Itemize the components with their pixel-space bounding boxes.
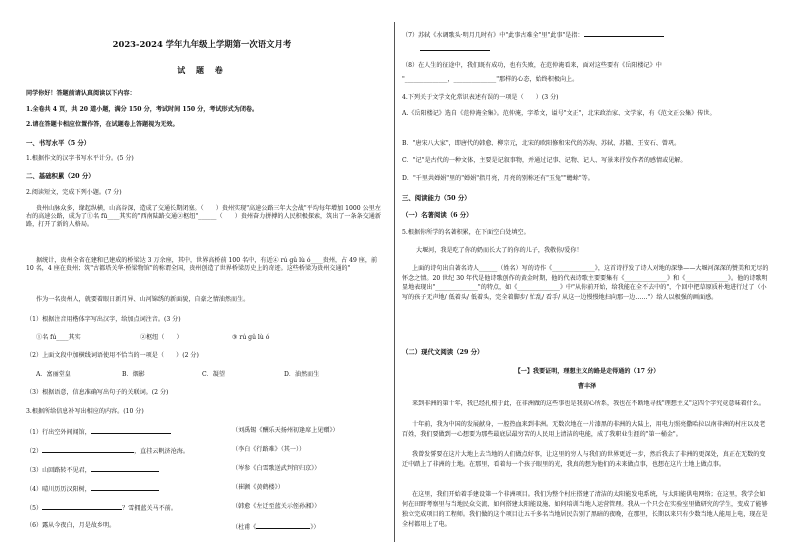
- fill-line-2-source: （李白《行路难》（其一））: [232, 446, 306, 453]
- question-4-option-a: A.《岳阳楼记》选自《范仲淹全集》。范仲淹，字希文，谥号"文正"，北宋政治家、文学家，有《范文正公集》传世。: [402, 110, 716, 117]
- question-2-1-c: ③ rú gǔ lù ó: [232, 334, 270, 341]
- question-1: 1.根据作文的汉字书写水平计分。(5 分): [26, 155, 134, 162]
- fill-line-5: （5） ？雪拥蓝关马不前。: [26, 505, 177, 512]
- question-4: 4.下列关于文学文化常识表述有误的一项是（ ）(3 分): [402, 94, 559, 101]
- option-c: C．凝望: [202, 371, 225, 378]
- fill-line-1: （1）行出空外间闻馆，: [26, 427, 171, 437]
- greeting: 同学你好！答题前请认真阅读以下内容：: [26, 90, 136, 97]
- section-2-heading: 二、基础积累（20 分）: [26, 172, 95, 180]
- passage-paragraph-2: 据统计，贵州全省在建和已建成的桥梁达 3 万余座，其中，世界高桥前 100 名中，有近④ rú gǔ lù ó____贵州，占 49 座，前 10 名，4 座在贵州；筑"古都塔关华·桥梁物馆"的称谓全国，贵州创造了世界桥梁历史上的奇迹。这些桥梁为贵州交通的": [26, 257, 378, 272]
- question-2: 2.阅读短文，完成下列小题。(7 分): [26, 189, 122, 196]
- fill-line-6: （6）露从今夜白，月是故乡明。: [26, 522, 116, 529]
- option-d: D．油然而生: [284, 371, 320, 378]
- option-a: A．富丽堂皇: [36, 371, 71, 378]
- article-heading: 【一】我要证明，理想主义的路是走得通的（17 分）: [514, 368, 660, 375]
- article-paragraph-2: 十年前，我为中国的发展献身，一腔热血来到非洲。无数次地在一片漆黑的非洲的大陆上，用电力照亮撒哈拉以南非洲的村庄以及老百姓，我们要做到一心想要为那些最底层最穷苦的人民用上清洁的电能，成了我职业生涯的"第一桶金"。: [402, 421, 766, 438]
- article-paragraph-3: 我曾发誓要在这片大地上去当地的人们做点好事，让这里的穷人与我们的世界更近一步，然后我去了非洲的更深处，真正在无数的变迁中踏上了非洲的土地。在那里，看着每一个孩子眼里的光，我真的想为他们的未来做点事，也想在这片土地上做点事。: [402, 451, 766, 468]
- section-3-2-heading: （二）现代文阅读（29 分）: [402, 348, 484, 356]
- fill-line-4: （4）晴川历历汉阳树，: [26, 484, 159, 494]
- question-4-option-b: B．"唐宋八大家"，即唐代的韩愈、柳宗元，北宋的欧阳修和宋代的苏洵、苏轼、苏辙、王安石、曾巩。: [402, 140, 681, 147]
- question-2-1: （1）根据注音用楷体字写出汉字，给加点词注音。(3 分): [26, 316, 181, 323]
- question-7: （7）苏轼《水调歌头·明月几时有》中"此事古难全"里"此事"是指：: [402, 30, 664, 40]
- question-8-cont: "______________，______________"那样的心态，始终积极向上。: [402, 76, 579, 83]
- question-2-2: （2）上面文段中加横线词语使用不恰当的一项是（ ）(2 分): [26, 352, 199, 359]
- question-2-1-a: ①名 fú____其实: [36, 334, 81, 341]
- section-3-heading: 三、阅读能力（50 分）: [402, 194, 471, 202]
- column-divider: [394, 22, 395, 542]
- fill-line-1-source: （刘禹锡《酬乐天扬州初逢席上见赠》）: [232, 427, 339, 434]
- passage-paragraph-3: 作为一名贵州人，就要着眼日新月异、山河锦绣的新面貌，自豪之情油然而生。: [36, 296, 250, 303]
- question-5-text: 上面的诗句出自著名诗人______（姓名）写的诗作《______________》，这首诗抒发了诗人对地的深挚——大堰河深深的赞美和无尽的怀念之情。20 世纪 30 年代是他诗歌创作的黄金时期，他的代表诗歌主要要集有《______________》和《______________》。他的诗歌明显地表现出"______________"的特点，如《______________》中"从你前开始，给我能在全不去中的"，个回中把草原质朴地进行过了（小写的孩子无声地/ 低着头/ 低着头，完全着脚步/ 忙乱/ 看手/ 从这一边慢慢地扫向那一边……"）给人以极强的画面感。: [402, 265, 769, 301]
- left-column: [22, 0, 384, 549]
- fill-line-5-source: （韩愈《左迁至蓝关示侄孙湘》）: [232, 503, 321, 510]
- fill-line-3-source: （岑参《白雪歌送武判官归京》）: [232, 465, 321, 472]
- question-3: 3.根据所给信息补写出相应的内容。(10 分): [26, 408, 144, 415]
- passage-paragraph-1: 贵州山脉众多，缘起纵横，山高谷深，造成了交通长期闭塞。（ ）贵州实现"高速公路三年大会战"平均每年增加 1000 公里左右的高速公路，成为了①名 fū____其实的"西南陆路交通②枢纽"______（ ）贵州奋力拼搏的人民积极探索，筑出了一条条交通新路，打开了新的人格局。: [26, 205, 381, 228]
- question-8: （8）在人生的征途中，我们既有成功，也有失败，在范仲淹看来，面对这些要有《岳阳楼记》中: [402, 62, 662, 69]
- fill-line-4-source: （崔颢《黄鹤楼》）: [232, 484, 284, 491]
- option-b: B．烟影: [122, 371, 145, 378]
- poem-quote: 大堰河，我是吃了你的奶而长大了的你的儿子，我敬你/爱你！: [416, 247, 583, 254]
- question-7-answer-line: [420, 44, 490, 54]
- exam-subtitle: 试 题 卷: [177, 65, 227, 75]
- article-author: 曹丰泽: [577, 383, 597, 390]
- section-3-1-heading: （一）名著阅读（6 分）: [402, 211, 473, 219]
- question-2-3: （3）根据语意，信息准确写出句子的关联词。(2 分): [26, 389, 169, 396]
- fill-line-3: （3）山回路转不见君，: [26, 465, 159, 475]
- fill-line-2: （2） ，直挂云帆济沧海。: [26, 448, 189, 455]
- question-4-option-d: D．"千里共婵娟"里的"婵娟"指月亮，月亮的别称还有"玉兔""蟾蜍"等。: [402, 175, 594, 182]
- question-5: 5.根据你所学的名著积累，在下面空白处填空。: [402, 229, 530, 236]
- question-2-1-b: ②枢纽（ ）: [140, 334, 183, 341]
- notice-2: 2.请在答题卡相应位置作答，在试题卷上答题视为无效。: [26, 121, 179, 128]
- fill-line-6-source: （杜甫《 》）: [232, 524, 320, 531]
- section-1-heading: 一、书写水平（5 分）: [26, 139, 91, 147]
- question-4-option-c: C．"记"是古代的一种文体，主要是记叙事物，并通过记事、记物、记人、写景来抒发作者的感情或见解。: [402, 157, 687, 164]
- article-paragraph-1: 来到非洲的第十年，我已经扎根于此，在非洲做的这些事也是我初心所系，我也在不断地寻找"理想主义"这四个字究竟意味着什么。: [412, 400, 765, 407]
- notice-1: 1.全卷共 4 页，共 20 道小题，满分 150 分，考试时间 150 分，考试形式为闭卷。: [26, 106, 259, 113]
- right-column: [402, 0, 772, 549]
- article-paragraph-4: 在这里，我们开始着手建设第一个非洲项目。我们为整个村庄搭建了清洁的太阳能发电系统，与太阳能供电网络；在这里，我学会如何在田野考察里与当地民众交流、如何搭建太阳能设施、如何培训当地人运营管理。我从一个只会在实验室里做研究的学生，变成了能够独立完成项目的工程师。我们做的这个项目让五千多名当地居民告别了黑暗的夜晚，在那里，长期以来只有少数当地人能用上电，现在是全村都用上了电。: [402, 491, 768, 528]
- exam-title: 2023-2024 学年九年级上学期第一次语文月考: [112, 39, 292, 49]
